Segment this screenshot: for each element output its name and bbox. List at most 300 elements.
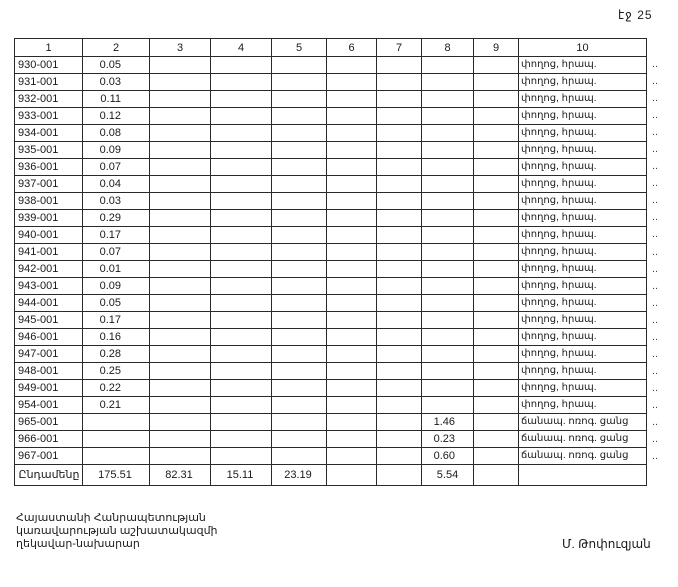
row-col-8 (422, 295, 474, 312)
margin-mark: ․․ (652, 229, 659, 240)
row-col-6 (327, 312, 377, 329)
row-col-9 (474, 159, 519, 176)
col-header-8: 8 (422, 39, 474, 57)
row-col-3 (150, 363, 211, 380)
row-col-6 (327, 278, 377, 295)
row-col-5 (272, 397, 327, 414)
row-col-9 (474, 227, 519, 244)
row-col-7 (377, 227, 422, 244)
row-code: 948-001 (15, 363, 83, 380)
row-col-4 (211, 176, 272, 193)
row-col-6 (327, 176, 377, 193)
row-note: փողոց, հրապ. (519, 244, 647, 261)
row-col-9 (474, 397, 519, 414)
row-col-6 (327, 159, 377, 176)
row-col-9 (474, 108, 519, 125)
row-col-9 (474, 142, 519, 159)
row-col-3 (150, 295, 211, 312)
table-row (15, 278, 647, 295)
row-col-9 (474, 91, 519, 108)
col-header-10: 10 (519, 39, 647, 57)
row-col-5 (272, 295, 327, 312)
row-col-6 (327, 74, 377, 91)
row-col-4 (211, 329, 272, 346)
margin-mark: ․․ (652, 314, 659, 325)
row-col-8 (422, 278, 474, 295)
row-code: 965-001 (15, 414, 83, 431)
row-note: ճանապ. ոռոգ. ցանց (519, 448, 647, 465)
row-col-7 (377, 159, 422, 176)
row-col-2: 0.17 (83, 312, 150, 329)
row-col-2: 0.04 (83, 176, 150, 193)
row-col-2: 0.16 (83, 329, 150, 346)
row-col-2 (83, 448, 150, 465)
row-note: փողոց, հրապ. (519, 108, 647, 125)
row-col-8 (422, 91, 474, 108)
row-note: փողոց, հրապ. (519, 91, 647, 108)
row-col-2: 0.17 (83, 227, 150, 244)
table-row (15, 210, 647, 227)
row-col-6 (327, 108, 377, 125)
row-col-9 (474, 176, 519, 193)
row-col-8 (422, 193, 474, 210)
row-col-5 (272, 346, 327, 363)
totals-label: Ընդամենը (15, 465, 83, 486)
row-col-4 (211, 397, 272, 414)
row-col-8 (422, 397, 474, 414)
row-col-7 (377, 193, 422, 210)
row-col-9 (474, 312, 519, 329)
row-col-5 (272, 193, 327, 210)
col-header-7: 7 (377, 39, 422, 57)
totals-col-4: 15.11 (211, 465, 272, 486)
row-col-3 (150, 397, 211, 414)
row-col-7 (377, 431, 422, 448)
row-note: փողոց, հրապ. (519, 295, 647, 312)
row-col-5 (272, 414, 327, 431)
row-note: փողոց, հրապ. (519, 210, 647, 227)
row-col-9 (474, 244, 519, 261)
margin-mark: ․․ (652, 382, 659, 393)
row-code: 940-001 (15, 227, 83, 244)
col-header-2: 2 (83, 39, 150, 57)
row-code: 936-001 (15, 159, 83, 176)
row-code: 967-001 (15, 448, 83, 465)
row-col-8 (422, 125, 474, 142)
row-code: 937-001 (15, 176, 83, 193)
row-code: 947-001 (15, 346, 83, 363)
margin-mark: ․․ (652, 297, 659, 308)
margin-mark: ․․ (652, 280, 659, 291)
table-row (15, 227, 647, 244)
table-row (15, 193, 647, 210)
row-col-4 (211, 125, 272, 142)
totals-col-8: 5.54 (422, 465, 474, 486)
row-col-5 (272, 431, 327, 448)
row-col-8 (422, 261, 474, 278)
row-col-7 (377, 142, 422, 159)
row-col-2: 0.22 (83, 380, 150, 397)
margin-mark: ․․ (652, 59, 659, 69)
row-col-8 (422, 159, 474, 176)
row-col-9 (474, 448, 519, 465)
col-header-1: 1 (15, 39, 83, 57)
row-col-7 (377, 363, 422, 380)
row-col-2: 0.29 (83, 210, 150, 227)
row-code: 930-001 (15, 57, 83, 74)
row-col-4 (211, 210, 272, 227)
row-col-9 (474, 295, 519, 312)
row-code: 966-001 (15, 431, 83, 448)
row-col-7 (377, 91, 422, 108)
row-col-6 (327, 448, 377, 465)
row-col-6 (327, 210, 377, 227)
margin-mark: ․․ (652, 331, 659, 342)
row-code: 935-001 (15, 142, 83, 159)
row-col-2: 0.05 (83, 57, 150, 74)
row-code: 949-001 (15, 380, 83, 397)
row-col-6 (327, 363, 377, 380)
row-col-4 (211, 346, 272, 363)
table-row (15, 346, 647, 363)
margin-mark: ․․ (652, 348, 659, 359)
margin-mark: ․․ (652, 434, 659, 445)
row-note: փողոց, հրապ. (519, 176, 647, 193)
totals-col-3: 82.31 (150, 465, 211, 486)
row-col-4 (211, 278, 272, 295)
table-row (15, 312, 647, 329)
row-col-6 (327, 380, 377, 397)
row-col-8 (422, 312, 474, 329)
row-col-3 (150, 125, 211, 142)
row-col-5 (272, 176, 327, 193)
footer-line: կառավարության աշխատակազմի (16, 525, 218, 537)
table-body (15, 57, 647, 465)
row-col-4 (211, 312, 272, 329)
row-col-9 (474, 210, 519, 227)
row-col-6 (327, 397, 377, 414)
table-row (15, 57, 647, 74)
row-col-5 (272, 159, 327, 176)
row-col-2: 0.03 (83, 74, 150, 91)
row-note: փողոց, հրապ. (519, 329, 647, 346)
row-col-6 (327, 57, 377, 74)
row-col-8: 0.60 (422, 448, 474, 465)
row-code: 942-001 (15, 261, 83, 278)
row-col-2: 0.09 (83, 278, 150, 295)
table-row (15, 159, 647, 176)
row-col-2: 0.01 (83, 261, 150, 278)
row-col-6 (327, 244, 377, 261)
row-col-3 (150, 227, 211, 244)
row-col-2: 0.07 (83, 159, 150, 176)
totals-col-9 (474, 465, 519, 486)
table-row (15, 125, 647, 142)
totals-col-7 (377, 465, 422, 486)
row-col-7 (377, 414, 422, 431)
row-col-7 (377, 125, 422, 142)
row-col-2 (83, 414, 150, 431)
row-col-8 (422, 363, 474, 380)
row-note: փողոց, հրապ. (519, 142, 647, 159)
table-row (15, 448, 647, 465)
row-col-2: 0.25 (83, 363, 150, 380)
row-note: փողոց, հրապ. (519, 159, 647, 176)
row-col-8 (422, 74, 474, 91)
row-col-5 (272, 312, 327, 329)
header-row (15, 39, 647, 57)
table-row (15, 176, 647, 193)
row-note: ճանապ. ոռոգ. ցանց (519, 414, 647, 431)
margin-mark: ․․ (652, 416, 659, 427)
row-col-4 (211, 380, 272, 397)
row-col-4 (211, 244, 272, 261)
row-col-7 (377, 74, 422, 91)
row-col-3 (150, 261, 211, 278)
row-col-3 (150, 142, 211, 159)
row-col-7 (377, 57, 422, 74)
table-row (15, 431, 647, 448)
col-header-4: 4 (211, 39, 272, 57)
row-col-3 (150, 346, 211, 363)
row-code: 933-001 (15, 108, 83, 125)
row-col-5 (272, 108, 327, 125)
row-col-2: 0.11 (83, 91, 150, 108)
row-col-9 (474, 431, 519, 448)
row-col-7 (377, 346, 422, 363)
row-col-5 (272, 363, 327, 380)
row-col-4 (211, 363, 272, 380)
row-col-3 (150, 414, 211, 431)
margin-mark: ․․ (652, 144, 659, 155)
row-code: 932-001 (15, 91, 83, 108)
row-code: 934-001 (15, 125, 83, 142)
margin-mark: ․․ (652, 195, 659, 206)
row-note: փողոց, հրապ. (519, 227, 647, 244)
row-col-3 (150, 329, 211, 346)
totals-row (15, 465, 647, 486)
margin-mark: ․․ (652, 451, 659, 462)
row-col-5 (272, 210, 327, 227)
row-col-4 (211, 74, 272, 91)
margin-mark: ․․ (652, 365, 659, 376)
table-row (15, 363, 647, 380)
row-col-9 (474, 346, 519, 363)
row-col-3 (150, 91, 211, 108)
row-col-4 (211, 227, 272, 244)
row-col-6 (327, 142, 377, 159)
row-col-5 (272, 91, 327, 108)
margin-mark: ․․ (652, 263, 659, 274)
row-col-4 (211, 193, 272, 210)
row-col-2: 0.08 (83, 125, 150, 142)
row-col-6 (327, 431, 377, 448)
row-col-7 (377, 176, 422, 193)
row-col-9 (474, 329, 519, 346)
row-col-3 (150, 278, 211, 295)
row-code: 944-001 (15, 295, 83, 312)
totals-col-6 (327, 465, 377, 486)
row-col-3 (150, 244, 211, 261)
margin-mark: ․․ (652, 110, 659, 121)
row-col-7 (377, 244, 422, 261)
row-col-7 (377, 380, 422, 397)
row-col-9 (474, 57, 519, 74)
col-header-9: 9 (474, 39, 519, 57)
row-col-4 (211, 431, 272, 448)
row-note: ճանապ. ոռոգ. ցանց (519, 431, 647, 448)
col-header-5: 5 (272, 39, 327, 57)
margin-marks (652, 56, 672, 465)
row-col-3 (150, 74, 211, 91)
row-col-4 (211, 108, 272, 125)
row-col-5 (272, 125, 327, 142)
row-col-8 (422, 380, 474, 397)
row-col-8 (422, 210, 474, 227)
row-col-3 (150, 176, 211, 193)
margin-mark: ․․ (652, 127, 659, 138)
row-code: 939-001 (15, 210, 83, 227)
table-row (15, 329, 647, 346)
land-ledger-table (14, 38, 647, 486)
row-note: փողոց, հրապ. (519, 312, 647, 329)
row-col-2: 0.07 (83, 244, 150, 261)
margin-mark: ․․ (652, 399, 659, 410)
row-note: փողոց, հրապ. (519, 380, 647, 397)
table-row (15, 261, 647, 278)
table-row (15, 142, 647, 159)
signature-name: Մ. Թոփուզյան (562, 537, 651, 551)
row-col-6 (327, 261, 377, 278)
row-col-5 (272, 142, 327, 159)
row-col-5 (272, 329, 327, 346)
row-code: 954-001 (15, 397, 83, 414)
row-col-2: 0.05 (83, 295, 150, 312)
row-col-4 (211, 448, 272, 465)
row-col-2: 0.12 (83, 108, 150, 125)
totals-col-2: 175.51 (83, 465, 150, 486)
row-col-4 (211, 142, 272, 159)
row-code: 931-001 (15, 74, 83, 91)
row-code: 946-001 (15, 329, 83, 346)
footer-line: Հայաստանի Հանրապետության (16, 512, 206, 524)
row-col-3 (150, 431, 211, 448)
row-col-8 (422, 57, 474, 74)
row-col-5 (272, 244, 327, 261)
margin-mark: ․․ (652, 93, 659, 104)
margin-mark: ․․ (652, 212, 659, 223)
row-col-5 (272, 74, 327, 91)
row-note: փողոց, հրապ. (519, 193, 647, 210)
footer-block (16, 512, 218, 551)
margin-mark: ․․ (652, 76, 659, 87)
row-col-6 (327, 414, 377, 431)
row-col-5 (272, 261, 327, 278)
row-col-3 (150, 193, 211, 210)
row-col-4 (211, 295, 272, 312)
row-col-6 (327, 346, 377, 363)
table-row (15, 380, 647, 397)
row-col-3 (150, 448, 211, 465)
row-col-7 (377, 329, 422, 346)
margin-mark: ․․ (652, 178, 659, 189)
row-col-2 (83, 431, 150, 448)
row-code: 938-001 (15, 193, 83, 210)
row-col-3 (150, 108, 211, 125)
row-col-6 (327, 227, 377, 244)
table-row (15, 74, 647, 91)
row-col-6 (327, 125, 377, 142)
table-row (15, 244, 647, 261)
row-col-8 (422, 176, 474, 193)
row-col-9 (474, 261, 519, 278)
row-col-8 (422, 108, 474, 125)
row-col-9 (474, 380, 519, 397)
col-header-3: 3 (150, 39, 211, 57)
row-col-6 (327, 193, 377, 210)
row-col-4 (211, 57, 272, 74)
row-col-6 (327, 329, 377, 346)
page-number: էջ 25 (618, 8, 653, 22)
margin-mark: ․․ (652, 161, 659, 172)
row-code: 945-001 (15, 312, 83, 329)
row-note: փողոց, հրապ. (519, 57, 647, 74)
row-col-5 (272, 448, 327, 465)
margin-mark: ․․ (652, 246, 659, 257)
row-col-7 (377, 312, 422, 329)
row-col-5 (272, 227, 327, 244)
row-col-9 (474, 414, 519, 431)
table-row (15, 91, 647, 108)
row-col-8: 0.23 (422, 431, 474, 448)
row-code: 943-001 (15, 278, 83, 295)
row-col-4 (211, 159, 272, 176)
row-col-8 (422, 142, 474, 159)
row-col-8 (422, 329, 474, 346)
col-header-6: 6 (327, 39, 377, 57)
row-col-9 (474, 278, 519, 295)
footer-line: ղեկավար-նախարար (16, 538, 140, 550)
table-row (15, 414, 647, 431)
table-row (15, 295, 647, 312)
row-col-9 (474, 74, 519, 91)
row-col-7 (377, 295, 422, 312)
row-col-6 (327, 91, 377, 108)
row-col-2: 0.28 (83, 346, 150, 363)
row-col-3 (150, 312, 211, 329)
row-note: փողոց, հրապ. (519, 261, 647, 278)
row-col-7 (377, 448, 422, 465)
row-note: փողոց, հրապ. (519, 363, 647, 380)
totals-col-10 (519, 465, 647, 486)
row-col-3 (150, 57, 211, 74)
row-col-5 (272, 278, 327, 295)
row-col-3 (150, 380, 211, 397)
row-col-4 (211, 91, 272, 108)
row-col-2: 0.03 (83, 193, 150, 210)
table-row (15, 397, 647, 414)
row-col-9 (474, 193, 519, 210)
row-col-7 (377, 261, 422, 278)
row-col-4 (211, 261, 272, 278)
row-col-4 (211, 414, 272, 431)
row-col-8 (422, 346, 474, 363)
row-note: փողոց, հրապ. (519, 346, 647, 363)
row-note: փողոց, հրապ. (519, 278, 647, 295)
row-col-9 (474, 363, 519, 380)
row-col-3 (150, 210, 211, 227)
row-code: 941-001 (15, 244, 83, 261)
